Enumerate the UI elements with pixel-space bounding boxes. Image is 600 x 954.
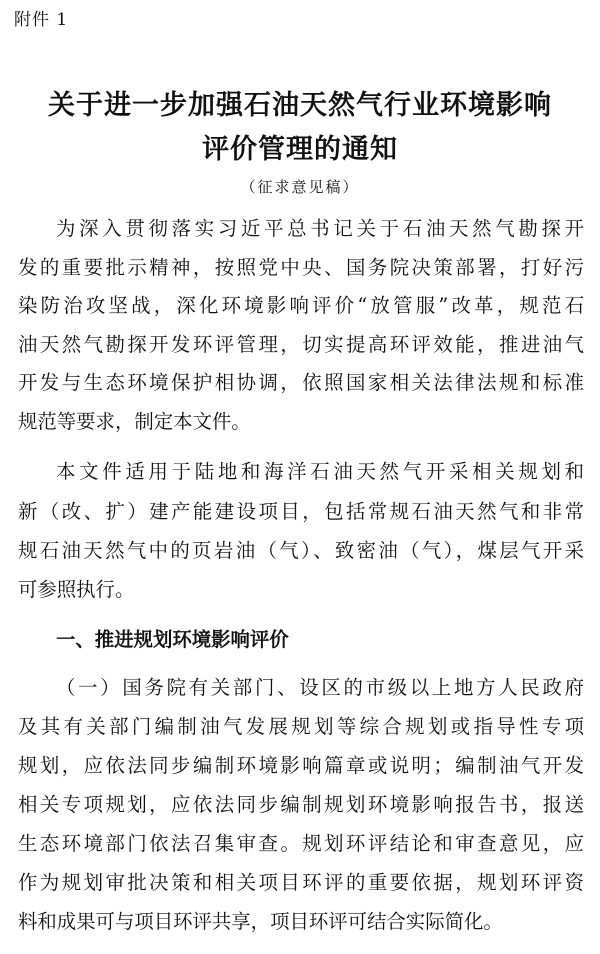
- paragraph-1-line: 染防治攻坚战，深化环境影响评价“放管服”改革，规范石: [18, 294, 584, 317]
- paragraph-2-line: 本文件适用于陆地和海洋石油天然气开采相关规划和: [56, 460, 584, 483]
- paragraph-2-line: 新（改、扩）建产能建设项目，包括常规石油天然气和非常: [18, 500, 584, 523]
- document-title-line-1: 关于进一步加强石油天然气行业环境影响: [48, 90, 552, 121]
- paragraph-3-line: 料和成果可与项目环评共享，项目环评可结合实际简化。: [18, 910, 503, 933]
- paragraph-3-line: 规划，应依法同步编制环境影响篇章或说明；编制油气开发: [18, 754, 584, 777]
- paragraph-3-line: 生态环境部门依法召集审查。规划环评结论和审查意见，应: [18, 832, 584, 855]
- document-title-line-2: 评价管理的通知: [202, 134, 398, 165]
- paragraph-3-line: 作为规划审批决策和相关项目环评的重要依据，规划环评资: [18, 871, 584, 894]
- paragraph-1-line: 规范等要求，制定本文件。: [18, 410, 251, 433]
- paragraph-1-line: 开发与生态环境保护相协调，依照国家相关法律法规和标准: [18, 371, 584, 394]
- paragraph-3-line: （一）国务院有关部门、设区的市级以上地方人民政府: [56, 676, 584, 699]
- paragraph-2-line: 规石油天然气中的页岩油（气）、致密油（气），煤层气开采: [18, 539, 584, 562]
- paragraph-3-line: 相关专项规划，应依法同步编制规划环境影响报告书，报送: [18, 793, 584, 816]
- paragraph-1-line: 油天然气勘探开发环评管理，切实提高环评效能，推进油气: [18, 333, 584, 356]
- section-1-heading: 一、推进规划环境影响评价: [56, 628, 289, 651]
- paragraph-1-line: 发的重要批示精神，按照党中央、国务院决策部署，打好污: [18, 256, 584, 279]
- paragraph-3-line: 及其有关部门编制油气发展规划等综合规划或指导性专项: [18, 715, 584, 738]
- paragraph-1-line: 为深入贯彻落实习近平总书记关于石油天然气勘探开: [56, 217, 584, 240]
- attachment-label: 附件 1: [14, 10, 69, 30]
- document-subtitle: （征求意见稿）: [240, 178, 360, 196]
- paragraph-2-line: 可参照执行。: [18, 578, 135, 601]
